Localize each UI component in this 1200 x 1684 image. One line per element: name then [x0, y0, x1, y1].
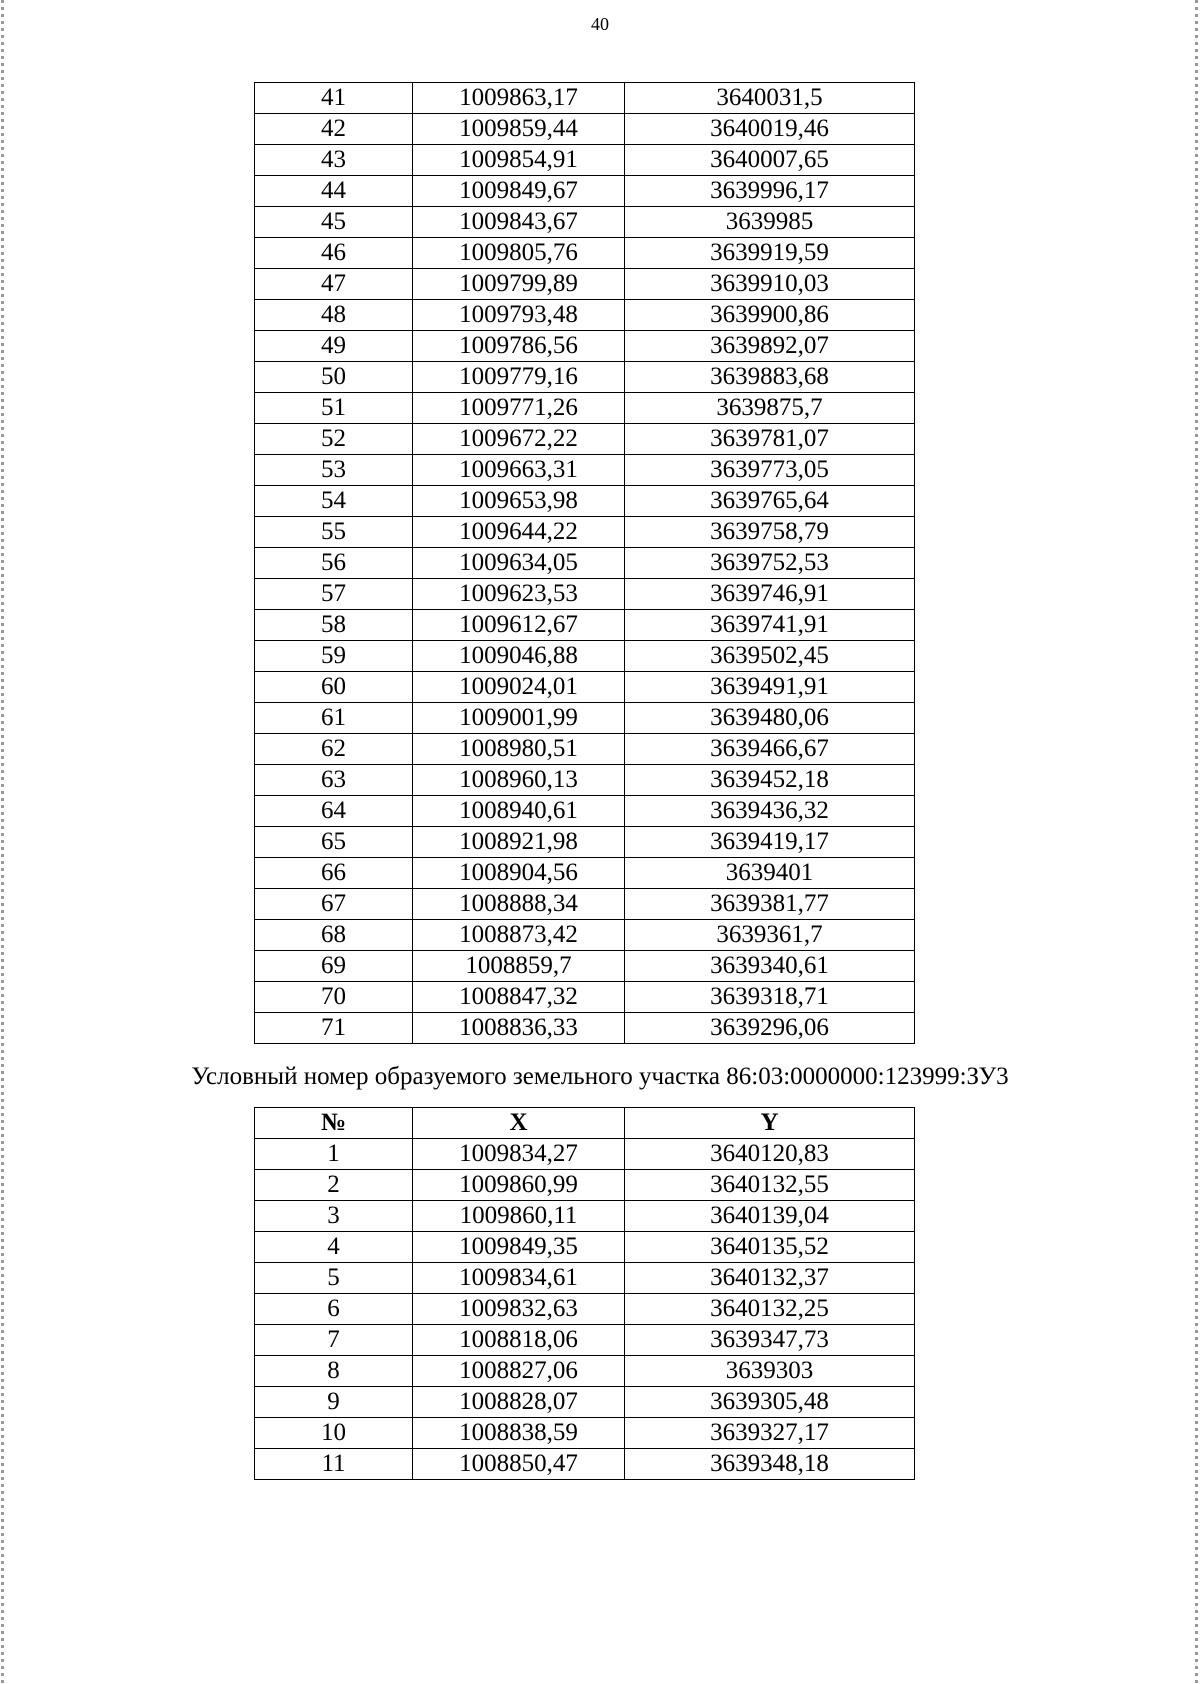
cell-point-number: 48: [255, 300, 413, 331]
cell-y: 3639381,77: [625, 889, 915, 920]
cell-x: 1009859,44: [413, 114, 625, 145]
cell-y: 3639327,17: [625, 1418, 915, 1449]
cell-x: 1009799,89: [413, 269, 625, 300]
cell-y: 3640031,5: [625, 83, 915, 114]
table-row: [255, 951, 915, 982]
cell-point-number: 50: [255, 362, 413, 393]
table-row: [255, 1356, 915, 1387]
cell-point-number: 52: [255, 424, 413, 455]
coordinates-table-continued: [254, 82, 915, 1044]
table-row: [255, 982, 915, 1013]
cell-x: 1008818,06: [413, 1325, 625, 1356]
cell-x: 1009612,67: [413, 610, 625, 641]
plot-caption: Условный номер образуемого земельного участка 86:03:0000000:123999:ЗУ3: [191, 1063, 1009, 1090]
cell-y: 3639436,32: [625, 796, 915, 827]
cell-y: 3639900,86: [625, 300, 915, 331]
cell-point-number: 45: [255, 207, 413, 238]
table-row: [255, 424, 915, 455]
table-row: [255, 641, 915, 672]
cell-point-number: 7: [255, 1325, 413, 1356]
cell-y: 3640120,83: [625, 1139, 915, 1170]
table-row: [255, 579, 915, 610]
cell-x: 1009672,22: [413, 424, 625, 455]
cell-x: 1008960,13: [413, 765, 625, 796]
table-row: [255, 1201, 915, 1232]
table-row: [255, 300, 915, 331]
cell-y: 3639875,7: [625, 393, 915, 424]
cell-y: 3639419,17: [625, 827, 915, 858]
cell-y: 3639340,61: [625, 951, 915, 982]
cell-y: 3639296,06: [625, 1013, 915, 1044]
cell-point-number: 70: [255, 982, 413, 1013]
cell-x: 1009843,67: [413, 207, 625, 238]
cell-y: 3639348,18: [625, 1449, 915, 1480]
cell-x: 1009644,22: [413, 517, 625, 548]
cell-x: 1009860,99: [413, 1170, 625, 1201]
cell-point-number: 69: [255, 951, 413, 982]
table-row: [255, 1387, 915, 1418]
cell-y: 3640132,55: [625, 1170, 915, 1201]
cell-y: 3640135,52: [625, 1232, 915, 1263]
cell-point-number: 47: [255, 269, 413, 300]
cell-y: 3639781,07: [625, 424, 915, 455]
cell-point-number: 62: [255, 734, 413, 765]
cell-point-number: 65: [255, 827, 413, 858]
table-row: [255, 362, 915, 393]
cell-point-number: 11: [255, 1449, 413, 1480]
table-row: [255, 207, 915, 238]
cell-point-number: 66: [255, 858, 413, 889]
cell-x: 1008828,07: [413, 1387, 625, 1418]
cell-y: 3639919,59: [625, 238, 915, 269]
table-row: [255, 176, 915, 207]
cell-y: 3639741,91: [625, 610, 915, 641]
header-y: Y: [625, 1108, 915, 1139]
cell-x: 1009623,53: [413, 579, 625, 610]
cell-x: 1009046,88: [413, 641, 625, 672]
cell-y: 3639773,05: [625, 455, 915, 486]
cell-point-number: 44: [255, 176, 413, 207]
table-row: [255, 1449, 915, 1480]
cell-point-number: 53: [255, 455, 413, 486]
cell-y: 3640132,37: [625, 1263, 915, 1294]
cell-x: 1009805,76: [413, 238, 625, 269]
cell-y: 3639996,17: [625, 176, 915, 207]
cell-y: 3639746,91: [625, 579, 915, 610]
cell-point-number: 54: [255, 486, 413, 517]
cell-point-number: 55: [255, 517, 413, 548]
coordinates-table-zu3: [254, 1107, 915, 1480]
scan-edge-left: [1, 0, 4, 1684]
cell-y: 3639910,03: [625, 269, 915, 300]
cell-point-number: 60: [255, 672, 413, 703]
cell-y: 3639401: [625, 858, 915, 889]
table-row: [255, 703, 915, 734]
cell-x: 1009024,01: [413, 672, 625, 703]
cell-point-number: 67: [255, 889, 413, 920]
cell-point-number: 3: [255, 1201, 413, 1232]
table-row: [255, 1263, 915, 1294]
cell-x: 1008904,56: [413, 858, 625, 889]
cell-point-number: 56: [255, 548, 413, 579]
table-row: [255, 765, 915, 796]
table-row: [255, 114, 915, 145]
table-row: [255, 610, 915, 641]
cell-point-number: 9: [255, 1387, 413, 1418]
cell-x: 1009860,11: [413, 1201, 625, 1232]
cell-x: 1008850,47: [413, 1449, 625, 1480]
header-number: №: [255, 1108, 413, 1139]
table-row: [255, 858, 915, 889]
header-x: X: [413, 1108, 625, 1139]
cell-y: 3639480,06: [625, 703, 915, 734]
cell-x: 1009834,27: [413, 1139, 625, 1170]
cell-point-number: 57: [255, 579, 413, 610]
cell-y: 3639347,73: [625, 1325, 915, 1356]
table-row: [255, 145, 915, 176]
cell-point-number: 71: [255, 1013, 413, 1044]
cell-y: 3639765,64: [625, 486, 915, 517]
table-row: [255, 83, 915, 114]
table-row: [255, 1139, 915, 1170]
cell-x: 1008827,06: [413, 1356, 625, 1387]
table-row: [255, 1325, 915, 1356]
cell-x: 1009001,99: [413, 703, 625, 734]
cell-point-number: 59: [255, 641, 413, 672]
cell-point-number: 61: [255, 703, 413, 734]
cell-x: 1009793,48: [413, 300, 625, 331]
cell-point-number: 8: [255, 1356, 413, 1387]
table-row: [255, 889, 915, 920]
table-row: [255, 517, 915, 548]
cell-x: 1008859,7: [413, 951, 625, 982]
cell-y: 3639758,79: [625, 517, 915, 548]
table-row: [255, 455, 915, 486]
table-row: [255, 734, 915, 765]
table-row: [255, 238, 915, 269]
cell-point-number: 46: [255, 238, 413, 269]
cell-x: 1009849,35: [413, 1232, 625, 1263]
cell-y: 3639491,91: [625, 672, 915, 703]
cell-x: 1008847,32: [413, 982, 625, 1013]
table-row: [255, 548, 915, 579]
table-header-row: [255, 1108, 915, 1139]
cell-point-number: 51: [255, 393, 413, 424]
cell-y: 3639985: [625, 207, 915, 238]
table-row: [255, 269, 915, 300]
table-row: [255, 920, 915, 951]
cell-y: 3639883,68: [625, 362, 915, 393]
cell-x: 1008836,33: [413, 1013, 625, 1044]
cell-y: 3639318,71: [625, 982, 915, 1013]
cell-x: 1009663,31: [413, 455, 625, 486]
cell-point-number: 64: [255, 796, 413, 827]
cell-y: 3640019,46: [625, 114, 915, 145]
cell-x: 1008940,61: [413, 796, 625, 827]
cell-y: 3639752,53: [625, 548, 915, 579]
cell-y: 3640132,25: [625, 1294, 915, 1325]
cell-x: 1008873,42: [413, 920, 625, 951]
table-row: [255, 486, 915, 517]
table-row: [255, 1294, 915, 1325]
cell-point-number: 6: [255, 1294, 413, 1325]
cell-x: 1009832,63: [413, 1294, 625, 1325]
cell-x: 1009653,98: [413, 486, 625, 517]
table-row: [255, 393, 915, 424]
cell-x: 1008838,59: [413, 1418, 625, 1449]
cell-y: 3639303: [625, 1356, 915, 1387]
cell-y: 3639892,07: [625, 331, 915, 362]
cell-point-number: 43: [255, 145, 413, 176]
cell-x: 1009863,17: [413, 83, 625, 114]
coordinates-table-body: [255, 83, 915, 1044]
cell-x: 1009854,91: [413, 145, 625, 176]
table-row: [255, 331, 915, 362]
cell-point-number: 68: [255, 920, 413, 951]
cell-x: 1009771,26: [413, 393, 625, 424]
cell-x: 1009849,67: [413, 176, 625, 207]
table-row: [255, 1013, 915, 1044]
cell-x: 1008888,34: [413, 889, 625, 920]
cell-y: 3640007,65: [625, 145, 915, 176]
table-row: [255, 796, 915, 827]
cell-x: 1009834,61: [413, 1263, 625, 1294]
cell-point-number: 10: [255, 1418, 413, 1449]
cell-point-number: 58: [255, 610, 413, 641]
cell-point-number: 2: [255, 1170, 413, 1201]
cell-point-number: 41: [255, 83, 413, 114]
cell-point-number: 4: [255, 1232, 413, 1263]
cell-point-number: 42: [255, 114, 413, 145]
cell-y: 3639305,48: [625, 1387, 915, 1418]
cell-point-number: 1: [255, 1139, 413, 1170]
cell-y: 3639452,18: [625, 765, 915, 796]
cell-x: 1009786,56: [413, 331, 625, 362]
cell-x: 1008980,51: [413, 734, 625, 765]
page-number: 40: [591, 14, 609, 34]
cell-x: 1009634,05: [413, 548, 625, 579]
cell-y: 3639361,7: [625, 920, 915, 951]
cell-point-number: 5: [255, 1263, 413, 1294]
coordinates-table-body: [255, 1139, 915, 1480]
cell-point-number: 49: [255, 331, 413, 362]
cell-x: 1008921,98: [413, 827, 625, 858]
table-row: [255, 827, 915, 858]
table-row: [255, 1418, 915, 1449]
table-row: [255, 1232, 915, 1263]
table-row: [255, 1170, 915, 1201]
scan-edge-right: [1195, 0, 1198, 1684]
cell-x: 1009779,16: [413, 362, 625, 393]
cell-point-number: 63: [255, 765, 413, 796]
cell-y: 3640139,04: [625, 1201, 915, 1232]
cell-y: 3639466,67: [625, 734, 915, 765]
cell-y: 3639502,45: [625, 641, 915, 672]
table-row: [255, 672, 915, 703]
